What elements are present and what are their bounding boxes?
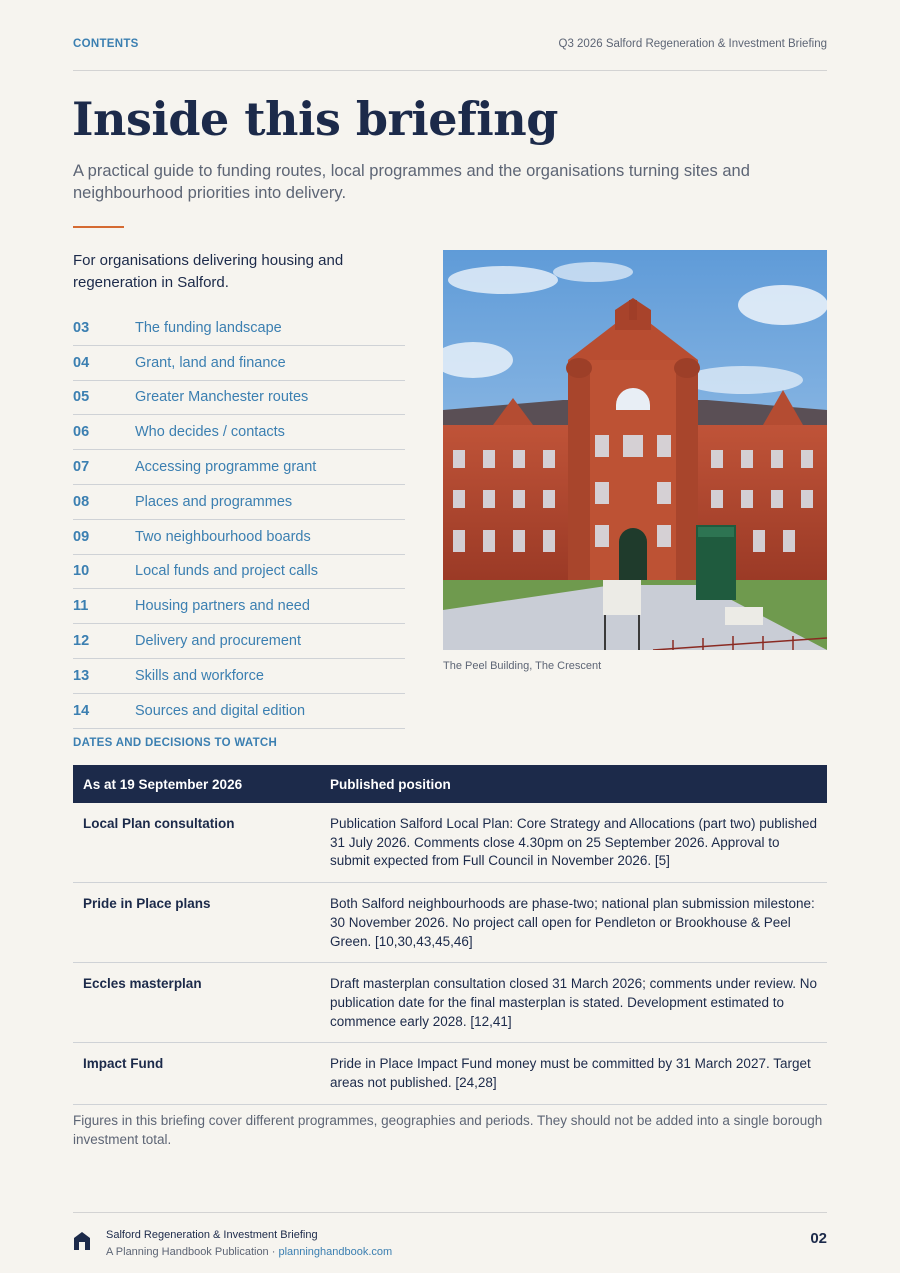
toc-page-number: 07 [73,459,90,476]
toc-page-number: 04 [73,354,90,371]
toc-item[interactable] [73,520,405,555]
toc-label: Accessing programme grant [135,459,317,476]
toc-label: Skills and workforce [135,667,264,684]
toc-item[interactable] [73,346,405,381]
footer-subtitle: A Planning Handbook Publication · [106,1246,279,1258]
photo-caption: The Peel Building, The Crescent [443,660,602,672]
toc-page-number: 03 [73,319,90,336]
toc-page-number: 05 [73,389,90,406]
toc-label: Grant, land and finance [135,354,286,371]
table-row [73,803,827,883]
toc-page-number: 09 [73,528,90,545]
row-item: Pride in Place plans [83,896,211,912]
table-row [73,963,827,1043]
toc-label: Two neighbourhood boards [135,528,311,545]
table-row [73,883,827,963]
toc-item[interactable] [73,381,405,416]
toc-page-number: 14 [73,702,90,719]
publisher-logo-icon [73,1231,91,1251]
accent-divider [73,226,124,228]
page-number: 02 [810,1230,827,1247]
footer-publication [106,1227,392,1261]
table-header [73,765,827,803]
toc-item[interactable] [73,694,405,729]
toc-item[interactable] [73,450,405,485]
toc-label: Housing partners and need [135,598,310,615]
toc-item[interactable] [73,485,405,520]
column-header: As at 19 September 2026 [83,776,243,792]
header-divider [73,70,827,71]
toc-item[interactable] [73,589,405,624]
intro-text: For organisations delivering housing and regeneration in Salford. [73,252,344,291]
toc-item[interactable] [73,555,405,590]
dates-table [73,765,827,1105]
toc-label: Local funds and project calls [135,563,318,580]
table-of-contents [73,311,405,729]
row-item: Impact Fund [83,1056,164,1072]
page-title: Inside this briefing [72,92,558,146]
row-position: Both Salford neighbourhoods are phase-two; national plan submission milestone: 30 November 2026. No project call open for Pendleton or Brookhouse & Peel Green. [10,30,43,45,46] [330,896,815,949]
footer-title: Salford Regeneration & Investment Briefing [106,1229,318,1241]
table-row [73,1043,827,1104]
footer-divider [73,1212,827,1213]
column-header: Published position [330,776,451,792]
toc-page-number: 08 [73,493,90,510]
toc-item[interactable] [73,311,405,346]
footnote: Figures in this briefing cover different programmes, geographies and periods. They should not be added into a single borough investment total. [73,1113,823,1147]
toc-label: Delivery and procurement [135,633,302,650]
toc-item[interactable] [73,624,405,659]
toc-label: The funding landscape [135,319,282,336]
toc-page-number: 12 [73,633,90,650]
section-label: CONTENTS [73,38,139,50]
footer-link[interactable]: planninghandbook.com [278,1246,393,1258]
toc-label: Greater Manchester routes [135,389,309,406]
page-header [73,38,827,50]
toc-label: Places and programmes [135,493,293,510]
toc-page-number: 06 [73,424,90,441]
toc-item[interactable] [73,659,405,694]
row-position: Draft masterplan consultation closed 31 March 2026; comments under review. No publication date for the final masterplan is stated. Development estimated to commence early 2028. [12,41] [330,976,817,1029]
row-position: Publication Salford Local Plan: Core Strategy and Allocations (part two) published 31 July 2026. Comments close 4.30pm on 25 September 2026. Approval to submit expected from Full Council in November 2026. [5] [330,816,818,869]
toc-item[interactable] [73,415,405,450]
page-subtitle: A practical guide to funding routes, local programmes and the organisations turning sites and neighbourhood priorities into delivery. [73,162,750,202]
watch-section-label: DATES AND DECISIONS TO WATCH [73,737,278,749]
toc-page-number: 10 [73,563,90,580]
toc-page-number: 11 [73,598,89,615]
row-position: Pride in Place Impact Fund money must be committed by 31 March 2027. Target areas not published. [24,28] [330,1056,811,1091]
toc-label: Sources and digital edition [135,702,306,719]
running-title: Q3 2026 Salford Regeneration & Investment Briefing [558,38,827,50]
row-item: Local Plan consultation [83,816,235,831]
toc-label: Who decides / contacts [135,424,285,441]
toc-page-number: 13 [73,667,90,684]
row-item: Eccles masterplan [83,976,202,992]
building-photo [443,250,827,650]
